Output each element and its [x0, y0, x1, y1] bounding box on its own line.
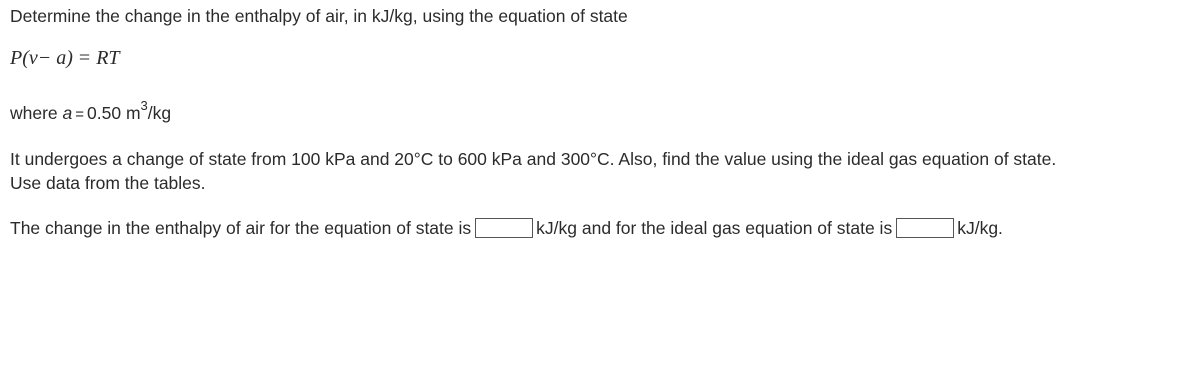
- enthalpy-equation-input[interactable]: [475, 218, 533, 238]
- constant-equals: =: [75, 106, 85, 123]
- constant-definition: [10, 98, 172, 124]
- constant-variable: a: [62, 103, 73, 123]
- constant-value: 0.50 m: [87, 103, 141, 123]
- state-change-text: It undergoes a change of state from 100 kPa and 20°C to 600 kPa and 300°C. Also, find the value using the ideal gas equation of state.: [10, 149, 1057, 169]
- answer-sentence: [10, 218, 1003, 239]
- answer-unit-1: kJ/kg and for the ideal gas equation of state is: [536, 218, 893, 238]
- unit-suffix: /kg: [147, 103, 172, 123]
- problem-intro: Determine the change in the enthalpy of air, in kJ/kg, using the equation of state: [10, 6, 628, 26]
- equation-equals: =: [78, 47, 91, 69]
- answer-unit-2: kJ/kg.: [957, 218, 1003, 238]
- answer-text-1: The change in the enthalpy of air for the equation of state is: [10, 218, 472, 238]
- equation-rhs: RT: [96, 47, 120, 69]
- equation-of-state: [10, 47, 120, 70]
- where-prefix: where: [10, 103, 58, 123]
- unit-exponent: 3: [140, 98, 148, 114]
- tables-note: Use data from the tables.: [10, 173, 206, 193]
- enthalpy-ideal-gas-input[interactable]: [896, 218, 954, 238]
- equation-lhs: P(v− a): [10, 47, 73, 69]
